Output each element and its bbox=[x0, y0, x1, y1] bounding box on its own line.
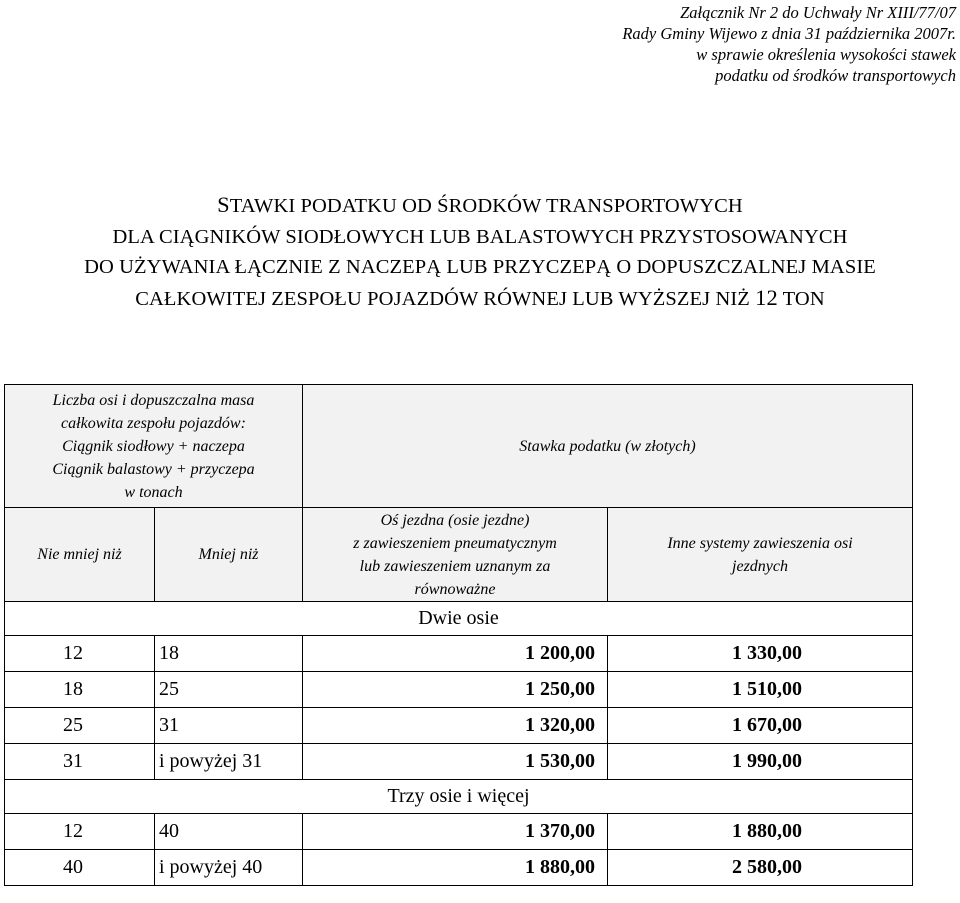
pneumatic-rate-cell: 1 530,00 bbox=[303, 744, 608, 780]
max-weight-cell: 31 bbox=[155, 708, 303, 744]
other-rate-cell: 1 880,00 bbox=[608, 814, 913, 850]
table-row bbox=[5, 744, 913, 780]
table-row bbox=[5, 672, 913, 708]
other-rate-cell: 1 510,00 bbox=[608, 672, 913, 708]
header-text: lub zawieszeniem uznanym za bbox=[359, 557, 551, 575]
title-number: 12 bbox=[755, 284, 778, 310]
table-row bbox=[5, 636, 913, 672]
tax-rates-table bbox=[4, 384, 913, 886]
other-rate-cell: 1 990,00 bbox=[608, 744, 913, 780]
title-text: CAŁKOWITEJ ZESPOŁU POJAZDÓW RÓWNEJ LUB WYŻSZEJ NIŻ bbox=[135, 287, 756, 310]
document-title bbox=[0, 190, 960, 314]
header-text: całkowita zespołu pojazdów: bbox=[61, 414, 246, 432]
min-weight-cell: 40 bbox=[5, 850, 155, 886]
min-weight-cell: 18 bbox=[5, 672, 155, 708]
title-initial: S bbox=[217, 192, 230, 217]
pneumatic-rate-cell: 1 320,00 bbox=[303, 708, 608, 744]
header-text: Ciągnik siodłowy + naczepa bbox=[62, 437, 245, 455]
max-weight-header: Mniej niż bbox=[155, 508, 303, 602]
pneumatic-rate-cell: 1 250,00 bbox=[303, 672, 608, 708]
pneumatic-rate-cell: 1 880,00 bbox=[303, 850, 608, 886]
other-suspension-header bbox=[608, 508, 913, 602]
table-row bbox=[5, 850, 913, 886]
table-row bbox=[5, 814, 913, 850]
pneumatic-rate-cell: 1 370,00 bbox=[303, 814, 608, 850]
attachment-header bbox=[622, 2, 956, 86]
pneumatic-suspension-header bbox=[303, 508, 608, 602]
title-line bbox=[0, 190, 960, 222]
header-text: Inne systemy zawieszenia osi bbox=[667, 534, 853, 552]
title-line: DLA CIĄGNIKÓW SIODŁOWYCH LUB BALASTOWYCH PRZYSTOSOWANYCH bbox=[112, 225, 848, 248]
axles-mass-header bbox=[5, 385, 303, 508]
other-rate-cell: 1 670,00 bbox=[608, 708, 913, 744]
group-label-two-axles: Dwie osie bbox=[5, 602, 913, 636]
header-text: Ciągnik balastowy + przyczepa bbox=[52, 460, 255, 478]
max-weight-cell: i powyżej 31 bbox=[155, 744, 303, 780]
group-label-three-axles: Trzy osie i więcej bbox=[5, 780, 913, 814]
tax-rate-header: Stawka podatku (w złotych) bbox=[303, 385, 913, 508]
title-line: DO UŻYWANIA ŁĄCZNIE Z NACZEPĄ LUB PRZYCZEPĄ O DOPUSZCZALNEJ MASIE bbox=[84, 256, 876, 278]
title-line bbox=[0, 283, 960, 315]
other-rate-cell: 1 330,00 bbox=[608, 636, 913, 672]
title-text: TAWKI PODATKU OD ŚRODKÓW TRANSPORTOWYCH bbox=[229, 195, 743, 217]
min-weight-cell: 25 bbox=[5, 708, 155, 744]
header-line: Rady Gminy Wijewo z dnia 31 października 2007r. bbox=[622, 24, 956, 43]
max-weight-cell: i powyżej 40 bbox=[155, 850, 303, 886]
min-weight-cell: 12 bbox=[5, 814, 155, 850]
header-text: Liczba osi i dopuszczalna masa bbox=[52, 391, 255, 409]
header-line: w sprawie określenia wysokości stawek bbox=[696, 45, 956, 64]
max-weight-cell: 25 bbox=[155, 672, 303, 708]
header-text: w tonach bbox=[124, 483, 183, 501]
header-text: jezdnych bbox=[732, 557, 788, 575]
pneumatic-rate-cell: 1 200,00 bbox=[303, 636, 608, 672]
min-weight-header: Nie mniej niż bbox=[5, 508, 155, 602]
min-weight-cell: 31 bbox=[5, 744, 155, 780]
title-text: TON bbox=[777, 287, 825, 310]
header-text: równoważne bbox=[414, 580, 496, 598]
header-line: podatku od środków transportowych bbox=[715, 66, 956, 85]
header-text: Oś jezdna (osie jezdne) bbox=[380, 511, 530, 529]
table-row bbox=[5, 708, 913, 744]
max-weight-cell: 18 bbox=[155, 636, 303, 672]
header-text: z zawieszeniem pneumatycznym bbox=[353, 534, 557, 552]
other-rate-cell: 2 580,00 bbox=[608, 850, 913, 886]
header-line: Załącznik Nr 2 do Uchwały Nr XIII/77/07 bbox=[680, 3, 956, 22]
min-weight-cell: 12 bbox=[5, 636, 155, 672]
max-weight-cell: 40 bbox=[155, 814, 303, 850]
